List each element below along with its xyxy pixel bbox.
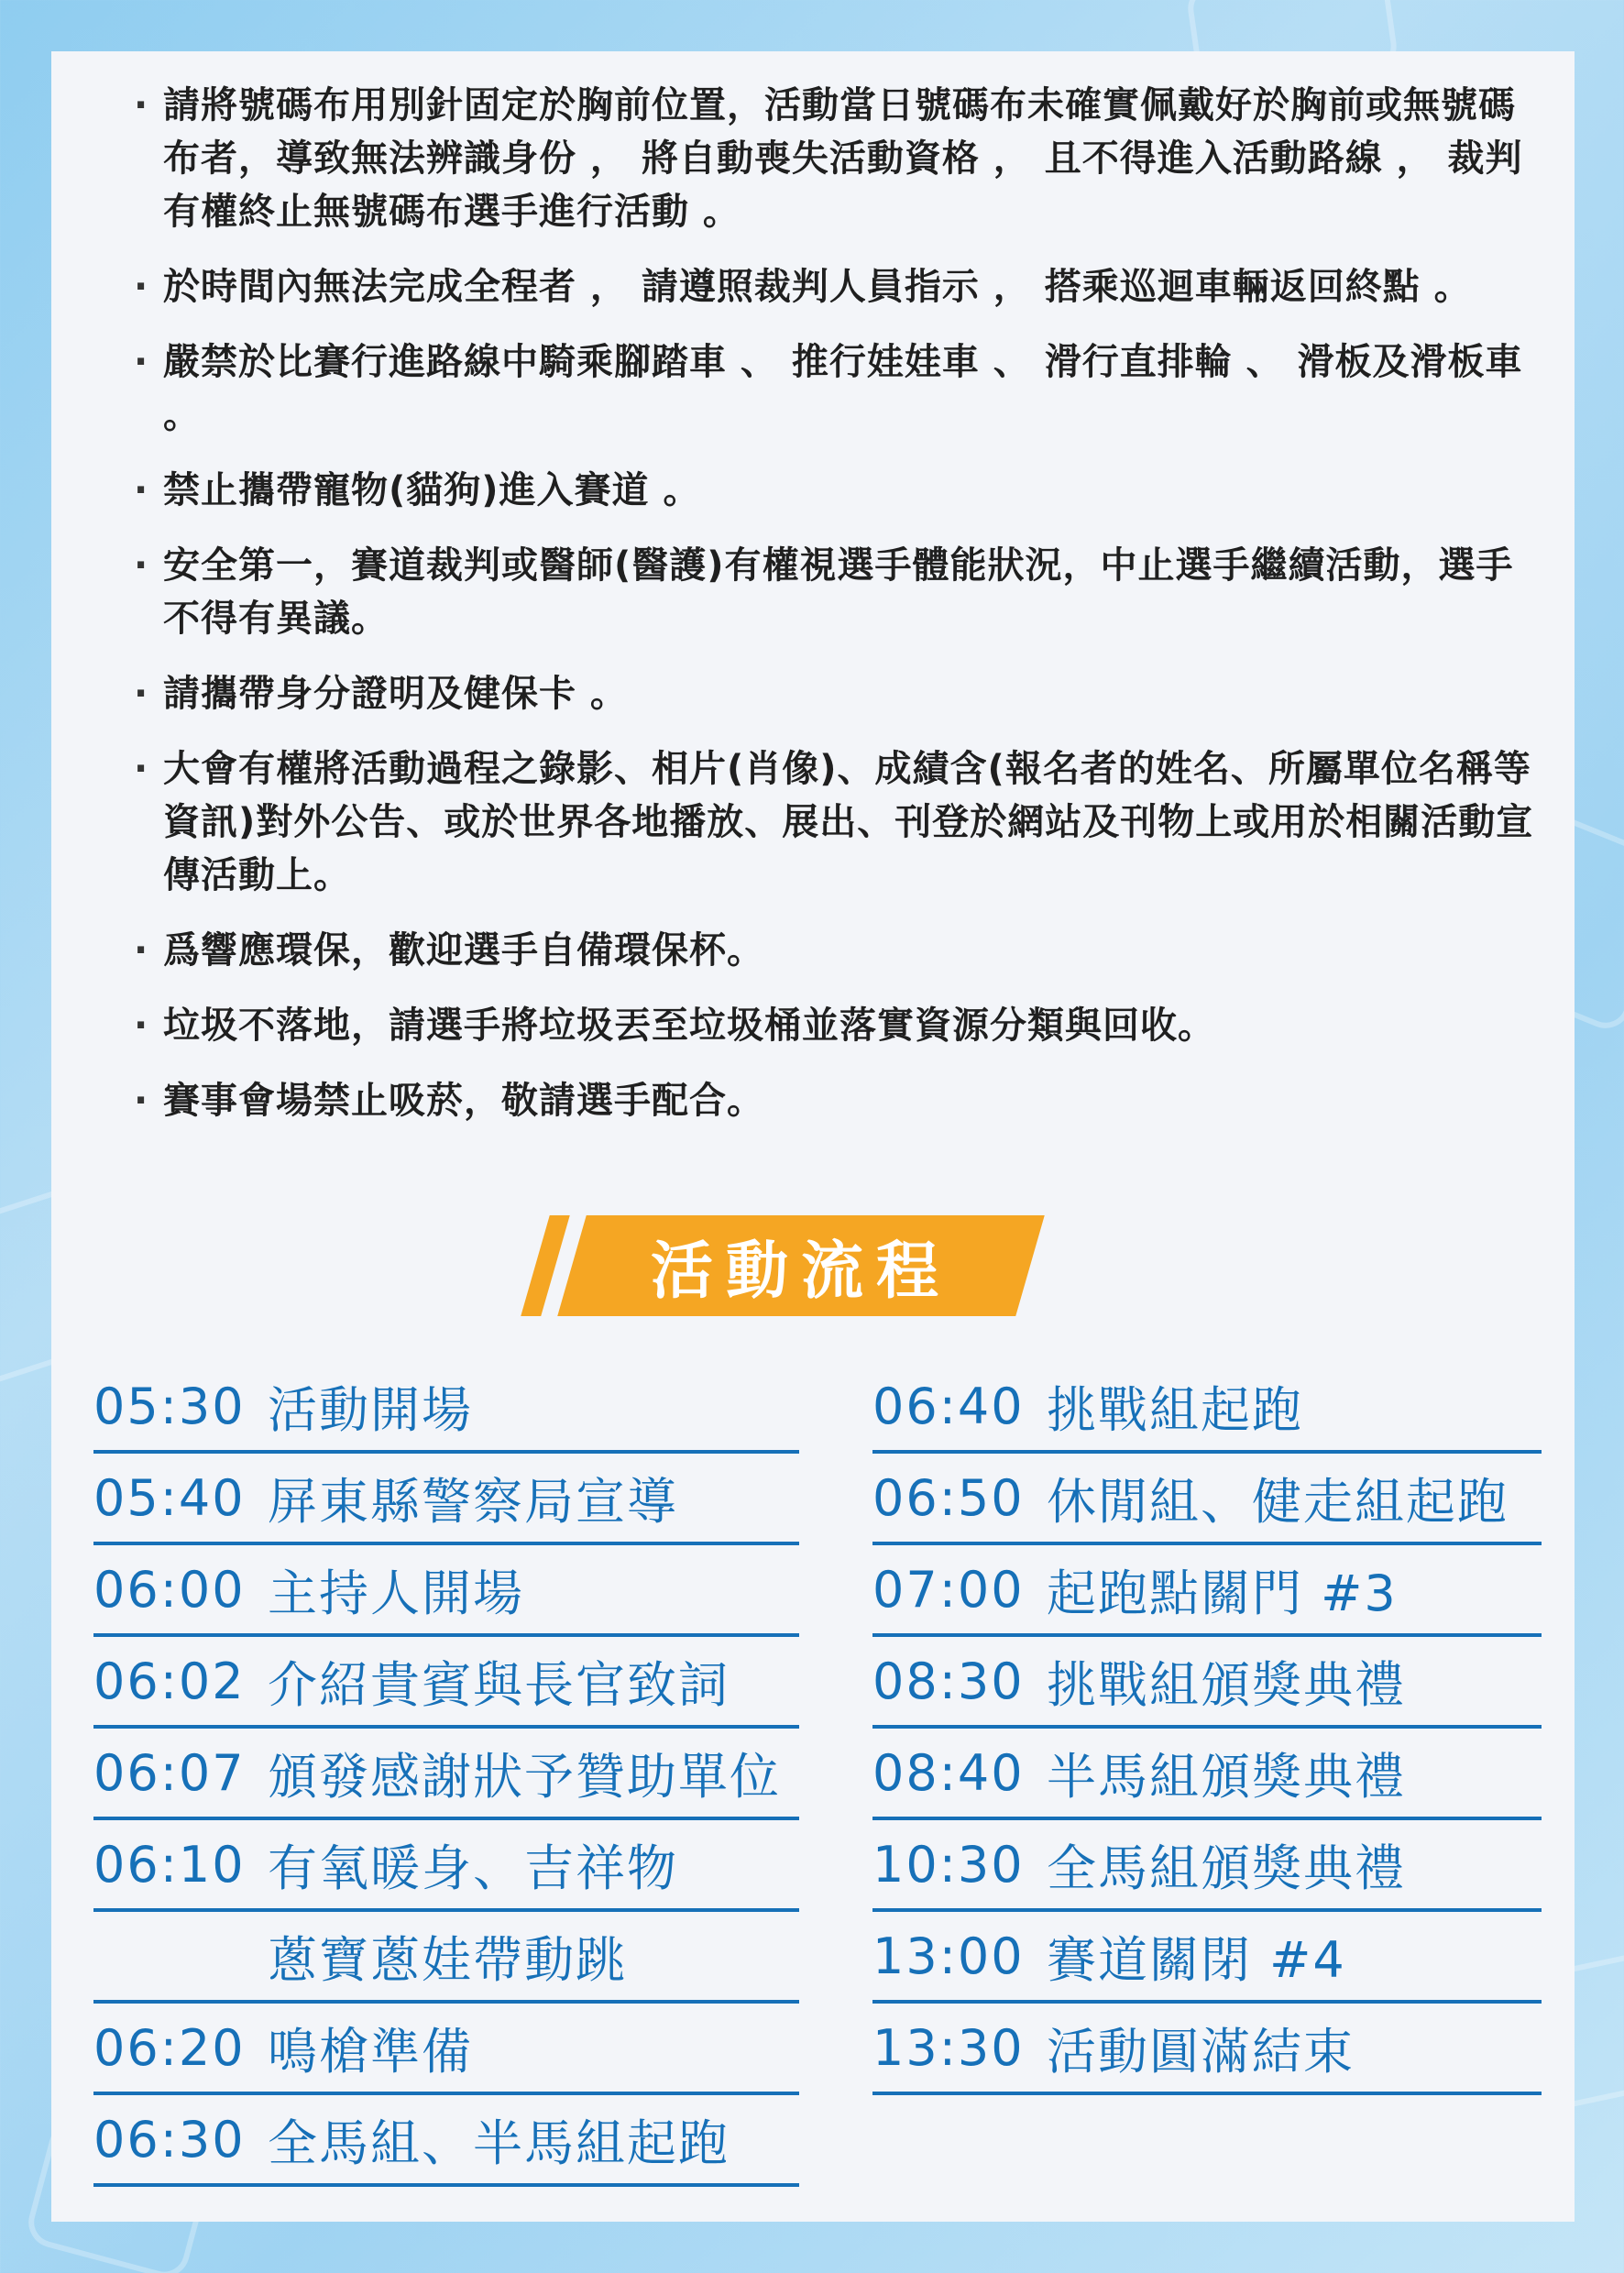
rule-text: 請攜帶身分證明及健保卡 。 [163,673,628,715]
content-panel [51,51,1575,2222]
rule-text: 禁止攜帶寵物(貓狗)進入賽道 。 [163,469,701,511]
bullet-dot: · [134,341,149,383]
rule-item [106,667,1536,720]
schedule-row [872,1912,1542,2004]
schedule-row [872,1454,1542,1545]
rule-text: 垃圾不落地，請選手將垃圾丟至垃圾桶並落實資源分類與回收。 [163,1005,1215,1047]
schedule-event: 主持人開場 [268,1564,524,1622]
schedule-event: 頒發感謝狀予贊助單位 [268,1747,781,1806]
rule-item [106,999,1536,1052]
schedule-event: 活動開場 [268,1380,473,1439]
bullet-dot: · [134,266,149,308]
schedule-event: 活動圓滿結束 [1047,2022,1355,2081]
rule-text: 嚴禁於比賽行進路線中騎乘腳踏車 、 推行娃娃車 、 滑行直排輪 、 滑板及滑板車 。 [163,341,1523,436]
schedule-row [872,2004,1542,2095]
schedule-time: 08:30 [872,1652,1025,1710]
schedule-event: 全馬組頒獎典禮 [1047,1839,1406,1897]
section-heading [51,1215,1575,1316]
schedule-event: 休閒組、健走組起跑 [1047,1472,1509,1531]
schedule-time: 06:50 [872,1468,1025,1527]
bullet-dot: · [134,748,149,790]
schedule-event: 賽道關閉 #4 [1047,1930,1346,1989]
schedule-event: 挑戰組起跑 [1047,1380,1303,1439]
schedule-row [93,1820,799,1912]
schedule-event: 有氧暖身、吉祥物 [268,1839,678,1897]
bullet-dot: · [134,469,149,511]
schedule-event: 屏東縣警察局宣導 [268,1472,678,1531]
schedule-row [93,1912,799,2004]
rule-item [106,742,1536,902]
bullet-dot: · [134,544,149,587]
rule-text: 大會有權將活動過程之錄影、相片(肖像)、成績含(報名者的姓名、所屬單位名稱等資訊)對外公告、或於世界各地播放、展出、刊登於網站及刊物上或用於相關活動宣傳活動上。 [163,748,1534,896]
schedule-time: 13:30 [872,2018,1025,2077]
rule-text: 爲響應環保，歡迎選手自備環保杯。 [163,929,764,972]
schedule-event: 介紹貴賓與長官致詞 [268,1655,730,1714]
rule-item [106,539,1536,645]
rule-item [106,924,1536,977]
rule-item [106,1074,1536,1127]
schedule-row [872,1729,1542,1820]
schedule-event: 挑戰組頒獎典禮 [1047,1655,1406,1714]
bullet-dot: · [134,929,149,972]
schedule-row [872,1820,1542,1912]
rule-item [106,260,1536,313]
bullet-dot: · [134,673,149,715]
schedule-row [93,1362,799,1454]
schedule-row [93,1545,799,1637]
bullet-dot: · [134,1005,149,1047]
schedule-time: 06:00 [93,1560,246,1619]
rule-item [106,79,1536,238]
schedule-left-column [93,1362,799,2187]
rule-text: 安全第一，賽道裁判或醫師(醫護)有權視選手體能狀況，中止選手繼續活動，選手不得有異議。 [163,544,1514,640]
schedule-row [872,1545,1542,1637]
schedule-row [93,2095,799,2187]
schedule-time: 08:40 [872,1743,1025,1802]
schedule-row [93,1637,799,1729]
schedule-time: 06:40 [872,1377,1025,1435]
schedule-event: 蔥寶蔥娃帶動跳 [268,1930,627,1989]
rule-text: 於時間內無法完成全程者 ， 請遵照裁判人員指示 ， 搭乘巡迴車輛返回終點 。 [163,266,1472,308]
schedule-row [872,1362,1542,1454]
rule-item [106,464,1536,517]
schedule-time: 07:00 [872,1560,1025,1619]
rule-text: 請將號碼布用別針固定於胸前位置，活動當日號碼布未確實佩戴好於胸前或無號碼布者，導致無法辨識身份 ， 將自動喪失活動資格 ， 且不得進入活動路線 ， 裁判有權終止無號碼布選手進行活動 。 [163,84,1523,233]
schedule-time: 06:07 [93,1743,246,1802]
schedule-row [93,2004,799,2095]
bullet-dot: · [134,1080,149,1122]
bullet-dot: · [134,84,149,126]
schedule-row [93,1454,799,1545]
schedule-right-column [872,1362,1542,2095]
schedule-time: 13:00 [872,1927,1025,1985]
schedule-event: 半馬組頒獎典禮 [1047,1747,1406,1806]
schedule-time: 06:30 [93,2110,246,2169]
schedule-row [93,1729,799,1820]
schedule-time: 05:40 [93,1468,246,1527]
schedule-time: 06:20 [93,2018,246,2077]
schedule-row [872,1637,1542,1729]
schedule-time: 06:10 [93,1835,246,1894]
section-title: 活動流程 [650,1235,951,1308]
rule-item [106,335,1536,442]
rule-text: 賽事會場禁止吸菸，敬請選手配合。 [163,1080,764,1122]
schedule-event: 全馬組、半馬組起跑 [268,2114,730,2172]
schedule-time: 06:02 [93,1652,246,1710]
schedule-time: 10:30 [872,1835,1025,1894]
schedule-time: 05:30 [93,1377,246,1435]
rules-list [106,79,1536,1149]
schedule-event: 鳴槍準備 [268,2022,473,2081]
schedule-event: 起跑點關門 #3 [1047,1564,1398,1622]
